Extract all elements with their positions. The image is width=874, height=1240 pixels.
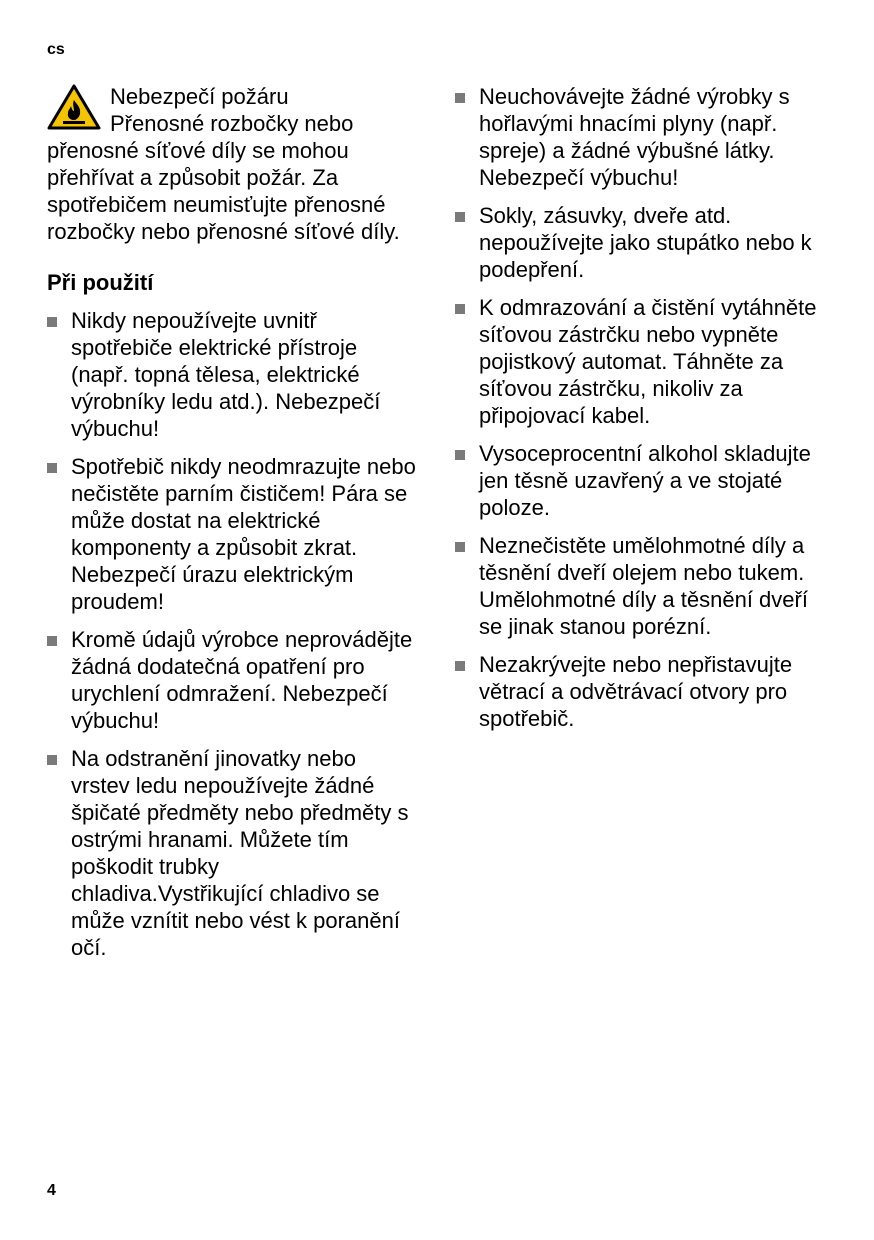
list-item-text: Neznečistěte umělohmotné díly a těsnění dveří olejem nebo tukem. Umělohmotné díly a těsnění dveří se jinak stanou porézní. (479, 533, 808, 639)
list-item (455, 440, 835, 521)
list-item (455, 294, 835, 429)
list-item (47, 626, 417, 734)
bullet-square-icon (47, 463, 57, 473)
list-item-text: K odmrazování a čistění vytáhněte síťovou zástrčku nebo vypněte pojistkový automat. Táhněte za síťovou zástrčku, nikoliv za připojovací kabel. (479, 295, 817, 428)
bullet-square-icon (455, 450, 465, 460)
right-column (455, 83, 835, 743)
list-item (455, 83, 835, 191)
list-item (47, 453, 417, 615)
list-item-text: Kromě údajů výrobce neprovádějte žádná dodatečná opatření pro urychlení odmražení. Nebezpečí výbuchu! (71, 627, 413, 733)
list-item (455, 202, 835, 283)
bullet-square-icon (455, 304, 465, 314)
list-item (455, 532, 835, 640)
left-bullet-list (47, 307, 417, 961)
list-item-text: Spotřebič nikdy neodmrazujte nebo nečistěte parním čističem! Pára se může dostat na elektrické komponenty a způsobit zkrat. Nebezpečí úrazu elektrickým proudem! (71, 454, 416, 614)
list-item (47, 307, 417, 442)
language-code: cs (47, 41, 65, 58)
list-item-text: Neuchovávejte žádné výrobky s hořlavými hnacími plyny (např. spreje) a žádné výbušné látky. Nebezpečí výbuchu! (479, 84, 790, 190)
list-item (455, 651, 835, 732)
fire-hazard-warning-icon (47, 84, 101, 130)
bullet-square-icon (455, 542, 465, 552)
bullet-square-icon (455, 661, 465, 671)
list-item-text: Vysoceprocentní alkohol skladujte jen těsně uzavřený a ve stojaté poloze. (479, 441, 811, 520)
list-item-text: Sokly, zásuvky, dveře atd. nepoužívejte jako stupátko nebo k podepření. (479, 203, 812, 282)
page-number: 4 (47, 1182, 56, 1199)
bullet-square-icon (455, 212, 465, 222)
list-item-text: Na odstranění jinovatky nebo vrstev ledu nepoužívejte žádné špičaté předměty nebo předměty s ostrými hranami. Můžete tím poškodit trubky chladiva.Vystřikující chladivo se může vznítit nebo vést k poranění očí. (71, 746, 409, 960)
fire-warning (47, 83, 417, 245)
list-item-text: Nikdy nepoužívejte uvnitř spotřebiče elektrické přístroje (např. topná tělesa, elektrické výrobníky ledu atd.). Nebezpečí výbuchu! (71, 308, 381, 441)
list-item (47, 745, 417, 961)
warning-body: Přenosné rozbočky nebo přenosné síťové díly se mohou přehřívat a způsobit požár. Za spotřebičem neumisťujte přenosné rozbočky nebo přenosné síťové díly. (47, 111, 400, 244)
bullet-square-icon (455, 93, 465, 103)
list-item-text: Nezakrývejte nebo nepřistavujte větrací a odvětrávací otvory pro spotřebič. (479, 652, 793, 731)
warning-title: Nebezpečí požáru (110, 84, 289, 109)
bullet-square-icon (47, 755, 57, 765)
section-heading: Při použití (47, 270, 154, 295)
right-bullet-list (455, 83, 835, 732)
left-column (47, 83, 417, 972)
bullet-square-icon (47, 636, 57, 646)
bullet-square-icon (47, 317, 57, 327)
